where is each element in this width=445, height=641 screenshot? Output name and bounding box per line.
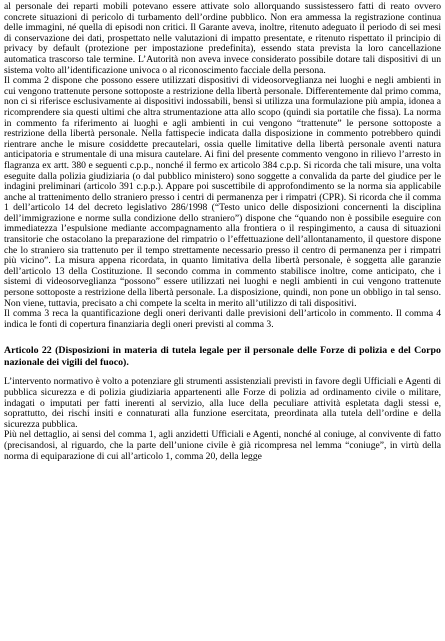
paragraph-intervento-normativo: L’intervento normativo è volto a potenziare gli strumenti assistenziali previsti in favore degli Ufficiali e Agenti di pubblica sicurezza e di polizia giudiziaria appartenenti alle Forze di polizia ad ordinamento civile o militare, indagati o imputati per fatti inerenti al servizio, alla luce della peculiare attività espletata dagli stessi e, soprattutto, dei rischi insiti e connaturati alla funzione esercitata, preordinata alla tutela dell’ordine e della sicurezza pubblica. [4,376,441,430]
paragraph-comma-3-4: Il comma 3 reca la quantificazione degli oneri derivanti dalle previsioni dell’articolo in commento. Il comma 4 indica le fonti di copertura finanziaria degli oneri previsti al comma 3. [4,308,441,330]
paragraph-reparti-mobili: al personale dei reparti mobili potevano essere attivate solo allorquando sussistessero fatti di reato ovvero concrete situazioni di pericolo di turbamento dell’ordine pubblico. Non era ammessa la registrazione continua delle immagini, né quella di episodi non critici. Il Garante aveva, inoltre, ritenuto adeguato il periodo di sei mesi di conservazione dei dati, prospettato nelle valutazioni di impatto presentate, e ritenuto rispettato il principio di privacy by default (protezione per impostazione predefinita), essendo stata prevista la loro cancellazione automatica trascorso tale termine. L’Autorità non aveva invece considerato possibile dotare tali dispositivi di un sistema volto all’identificazione univoca o al riconoscimento facciale della persona. [4,1,441,76]
section-heading-articolo-22: Articolo 22 (Disposizioni in materia di tutela legale per il personale delle Forze di polizia e del Corpo nazionale dei vigili del fuoco). [4,345,441,369]
paragraph-comma-2: Il comma 2 dispone che possono essere utilizzati dispositivi di videosorveglianza nei luoghi e negli ambienti in cui vengono trattenute persone sottoposte a restrizione della libertà personale. Differentemente dal primo comma, non ci si riferisce esclusivamente ai dispositivi indossabili, bensì si utilizza una formulazione più ampia, idonea a ricomprendere sia questi ultimi che altra strumentazione atta allo scopo (quindi sia portatile che fissa). La norma in commento fa riferimento ai luoghi e agli ambienti in cui vengono “trattenute” le persone sottoposte a restrizione della libertà personale. Nella fattispecie indicata dalla disposizione in commento potrebbero quindi rientrare anche le misure cosiddette precautelari, ossia quelle limitative della libertà personale aventi natura anticipatoria e strumentale di una misura cautelare. Ai fini del presente commento vengono in rilievo l’arresto in flagranza ex artt. 380 e seguenti c.p.p., nonché il fermo ex articolo 384 c.p.p. Si ricorda che tali misure, una volta eseguite dalla polizia giudiziaria (o dal pubblico ministero) sono soggette a convalida da parte del giudice per le indagini preliminari (articolo 391 c.p.p.). Appare poi suscettibile di approfondimento se la norma sia applicabile anche al trattenimento dello straniero presso i centri di permanenza per i rimpatri (CPR). Si ricorda che il comma 1 dell’articolo 14 del decreto legislativo 286/1998 (“Testo unico delle disposizioni concernenti la disciplina dell’immigrazione e norme sulla condizione dello straniero”) dispone che “quando non è possibile eseguire con immediatezza l’espulsione mediante accompagnamento alla frontiera o il respingimento, a causa di situazioni transitorie che ostacolano la preparazione del rimpatrio o l’effettuazione dell’allontanamento, il questore dispone che lo straniero sia trattenuto per il tempo strettamente necessario presso il centro di permanenza per i rimpatri più vicino”. La misura appena ricordata, in quanto limitativa della libertà personale, è soggetta alle garanzie dell’articolo 13 della Costituzione. Il secondo comma in commento stabilisce inoltre, come anticipato, che i sistemi di videosorveglianza “possono” essere utilizzati nei luoghi e negli ambienti in cui vengono trattenute persone sottoposte a restrizione della libertà personale. La disposizione, quindi, non pone un obbligo in tal senso. Non viene, tuttavia, precisato a chi compete la scelta in merito all’utilizzo di tali dispositivi. [4,75,441,309]
paragraph-comma-1-dettaglio: Più nel dettaglio, ai sensi del comma 1, agli anzidetti Ufficiali e Agenti, nonché al coniuge, al convivente di fatto (precisandosi, al riguardo, che la parte dell’unione civile è già ricompresa nel lemma “coniuge”, in virtù della norma di equiparazione di cui all’articolo 1, comma 20, della legge [4,429,441,462]
